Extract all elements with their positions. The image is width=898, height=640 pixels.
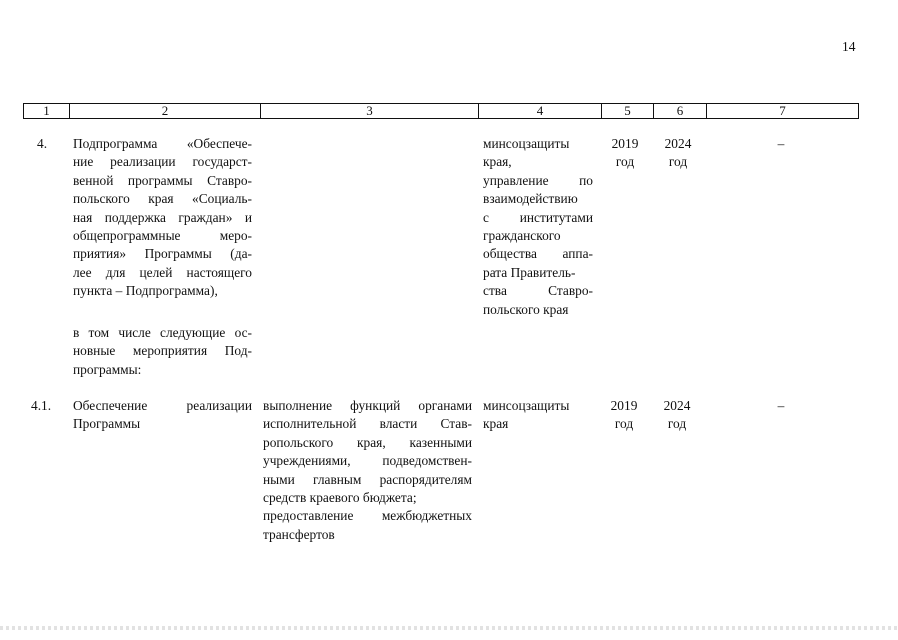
text-line: общепрограммные меро- bbox=[73, 228, 252, 244]
year-value: 2024 bbox=[664, 136, 692, 151]
text-line: минсоцзащиты bbox=[483, 398, 570, 413]
header-cell-1: 1 bbox=[43, 103, 50, 118]
row-number: 4. bbox=[37, 136, 48, 151]
text-line: средств краевого бюджета; bbox=[263, 490, 417, 506]
text-line: ропольского края, казенными bbox=[263, 434, 472, 450]
text-line: минсоцзащиты bbox=[483, 136, 570, 151]
text-line: гражданского bbox=[483, 228, 561, 244]
start-year bbox=[602, 397, 646, 434]
text-line: польского края «Социаль- bbox=[73, 191, 252, 207]
text-line: программы: bbox=[73, 361, 142, 377]
text-line: приятия» Программы (да- bbox=[73, 246, 252, 262]
text-line: новные мероприятия Под- bbox=[73, 343, 252, 359]
text-line: ние реализации государст- bbox=[73, 154, 252, 170]
indicator-value: – bbox=[777, 136, 785, 151]
row-number: 4.1. bbox=[31, 398, 52, 413]
text-line: края bbox=[483, 416, 509, 432]
text-line: Программы bbox=[73, 416, 141, 432]
end-year bbox=[656, 135, 700, 172]
text-line: трансфертов bbox=[263, 526, 335, 542]
text-line: Обеспечение реализации bbox=[73, 398, 252, 413]
text-line: общества аппа- bbox=[483, 246, 593, 262]
text-line: венной программы Ставро- bbox=[73, 172, 252, 188]
note-text bbox=[73, 324, 252, 379]
text-line: учреждениями, подведомствен- bbox=[263, 453, 472, 469]
header-cell-3: 3 bbox=[260, 104, 478, 118]
text-line: рата Правитель- bbox=[483, 264, 576, 280]
text-line: с институтами bbox=[483, 209, 593, 225]
page-number: 14 bbox=[842, 39, 856, 54]
scan-edge-artifact bbox=[0, 626, 898, 630]
header-cell-2: 2 bbox=[69, 104, 260, 118]
start-year bbox=[603, 135, 647, 172]
year-unit: год bbox=[668, 154, 688, 170]
responsible-executor bbox=[483, 397, 593, 434]
text-line: управление по bbox=[483, 172, 593, 188]
year-unit: год bbox=[615, 154, 635, 170]
year-unit: год bbox=[614, 416, 634, 432]
text-line: взаимодействию bbox=[483, 191, 578, 207]
header-cell-6: 6 bbox=[653, 104, 706, 118]
row-title bbox=[73, 135, 252, 301]
row-title bbox=[73, 397, 252, 434]
header-cell-7: 7 bbox=[706, 104, 858, 118]
text-line: польского края bbox=[483, 301, 569, 317]
year-value: 2024 bbox=[663, 398, 691, 413]
text-line: Подпрограмма «Обеспече- bbox=[73, 136, 252, 151]
indicator-value: – bbox=[777, 398, 785, 413]
text-line: предоставление межбюджетных bbox=[263, 508, 472, 524]
end-year bbox=[655, 397, 699, 434]
year-value: 2019 bbox=[611, 136, 639, 151]
header-cell-5: 5 bbox=[601, 104, 653, 118]
text-line: выполнение функций органами bbox=[263, 398, 472, 413]
text-line: исполнительной власти Став- bbox=[263, 416, 472, 432]
text-line: лее для целей настоящего bbox=[73, 264, 252, 280]
year-value: 2019 bbox=[610, 398, 638, 413]
text-line: ная поддержка граждан» и bbox=[73, 209, 252, 225]
text-line: в том числе следующие ос- bbox=[73, 325, 252, 340]
text-line: края, bbox=[483, 154, 512, 170]
header-cell-4: 4 bbox=[478, 104, 601, 118]
text-line: ства Ставро- bbox=[483, 283, 593, 299]
text-line: пункта – Подпрограмма), bbox=[73, 283, 218, 299]
table-header-row bbox=[23, 103, 859, 119]
activity-description bbox=[263, 397, 472, 544]
text-line: ными главным распорядителям bbox=[263, 471, 472, 487]
year-unit: год bbox=[667, 416, 687, 432]
responsible-executor bbox=[483, 135, 593, 319]
